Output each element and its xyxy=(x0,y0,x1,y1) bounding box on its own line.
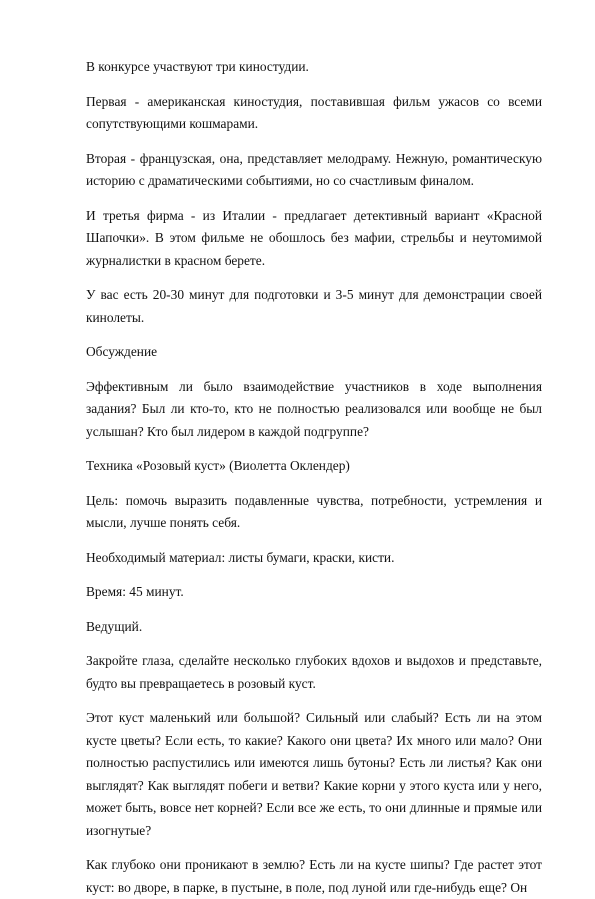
materials-paragraph: Необходимый материал: листы бумаги, краски, кисти. xyxy=(86,549,395,565)
goal-paragraph: Цель: помочь выразить подавленные чувства, потребности, устремления и мысли, лучше понять себя. xyxy=(86,492,542,530)
discussion-paragraph: Эффективным ли было взаимодействие участников в ходе выполнения задания? Был ли кто-то, кто не полностью реализовался или вообще не был услышан? Кто был лидером в каждой подгруппе? xyxy=(86,378,542,439)
time-paragraph: У вас есть 20-30 минут для подготовки и 3-5 минут для демонстрации своей кинолеты. xyxy=(86,287,542,325)
host-label: Ведущий. xyxy=(86,618,143,634)
duration-paragraph: Время: 45 минут. xyxy=(86,584,184,599)
continued-paragraph: Как глубоко они проникают в землю? Есть ли на кусте шипы? Где растет этот куст: во дворе, в парке, в пустыне, в поле, под луной или где-нибудь еще? Он xyxy=(86,857,542,895)
studio-two-paragraph: Вторая - французская, она, представляет мелодраму. Нежную, романтическую историю с драматическими событиями, но со счастливым финалом. xyxy=(86,150,542,188)
instruction-paragraph: Закройте глаза, сделайте несколько глубоких вдохов и выдохов и представьте, будто вы превращаетесь в розовый куст. xyxy=(86,653,542,691)
discussion-heading: Обсуждение xyxy=(86,344,158,359)
questions-paragraph: Этот куст маленький или большой? Сильный или слабый? Есть ли на этом кусте цветы? Если есть, то какие? Какого они цвета? Их много или мало? Они полностью распустились или имеются лишь бутоны? Есть ли листья? Как они выглядят? Как выглядят побеги и ветви? Какие корни у этого куста или у него, может быть, вовсе нет корней? Если все же есть, то они длинные и прямые или изогнутые? xyxy=(86,710,542,838)
intro-paragraph: В конкурсе участвуют три киностудии. xyxy=(86,59,309,74)
studio-three-paragraph: И третья фирма - из Италии - предлагает детективный вариант «Красной Шапочки». В этом фильме не обошлось без мафии, стрельбы и неутомимой журналистки в красном берете. xyxy=(86,207,542,268)
studio-one-paragraph: Первая - американская киностудия, поставившая фильм ужасов со всеми сопутствующими кошмарами. xyxy=(86,93,542,131)
technique-heading: Техника «Розовый куст» (Виолетта Оклендер) xyxy=(86,458,350,473)
